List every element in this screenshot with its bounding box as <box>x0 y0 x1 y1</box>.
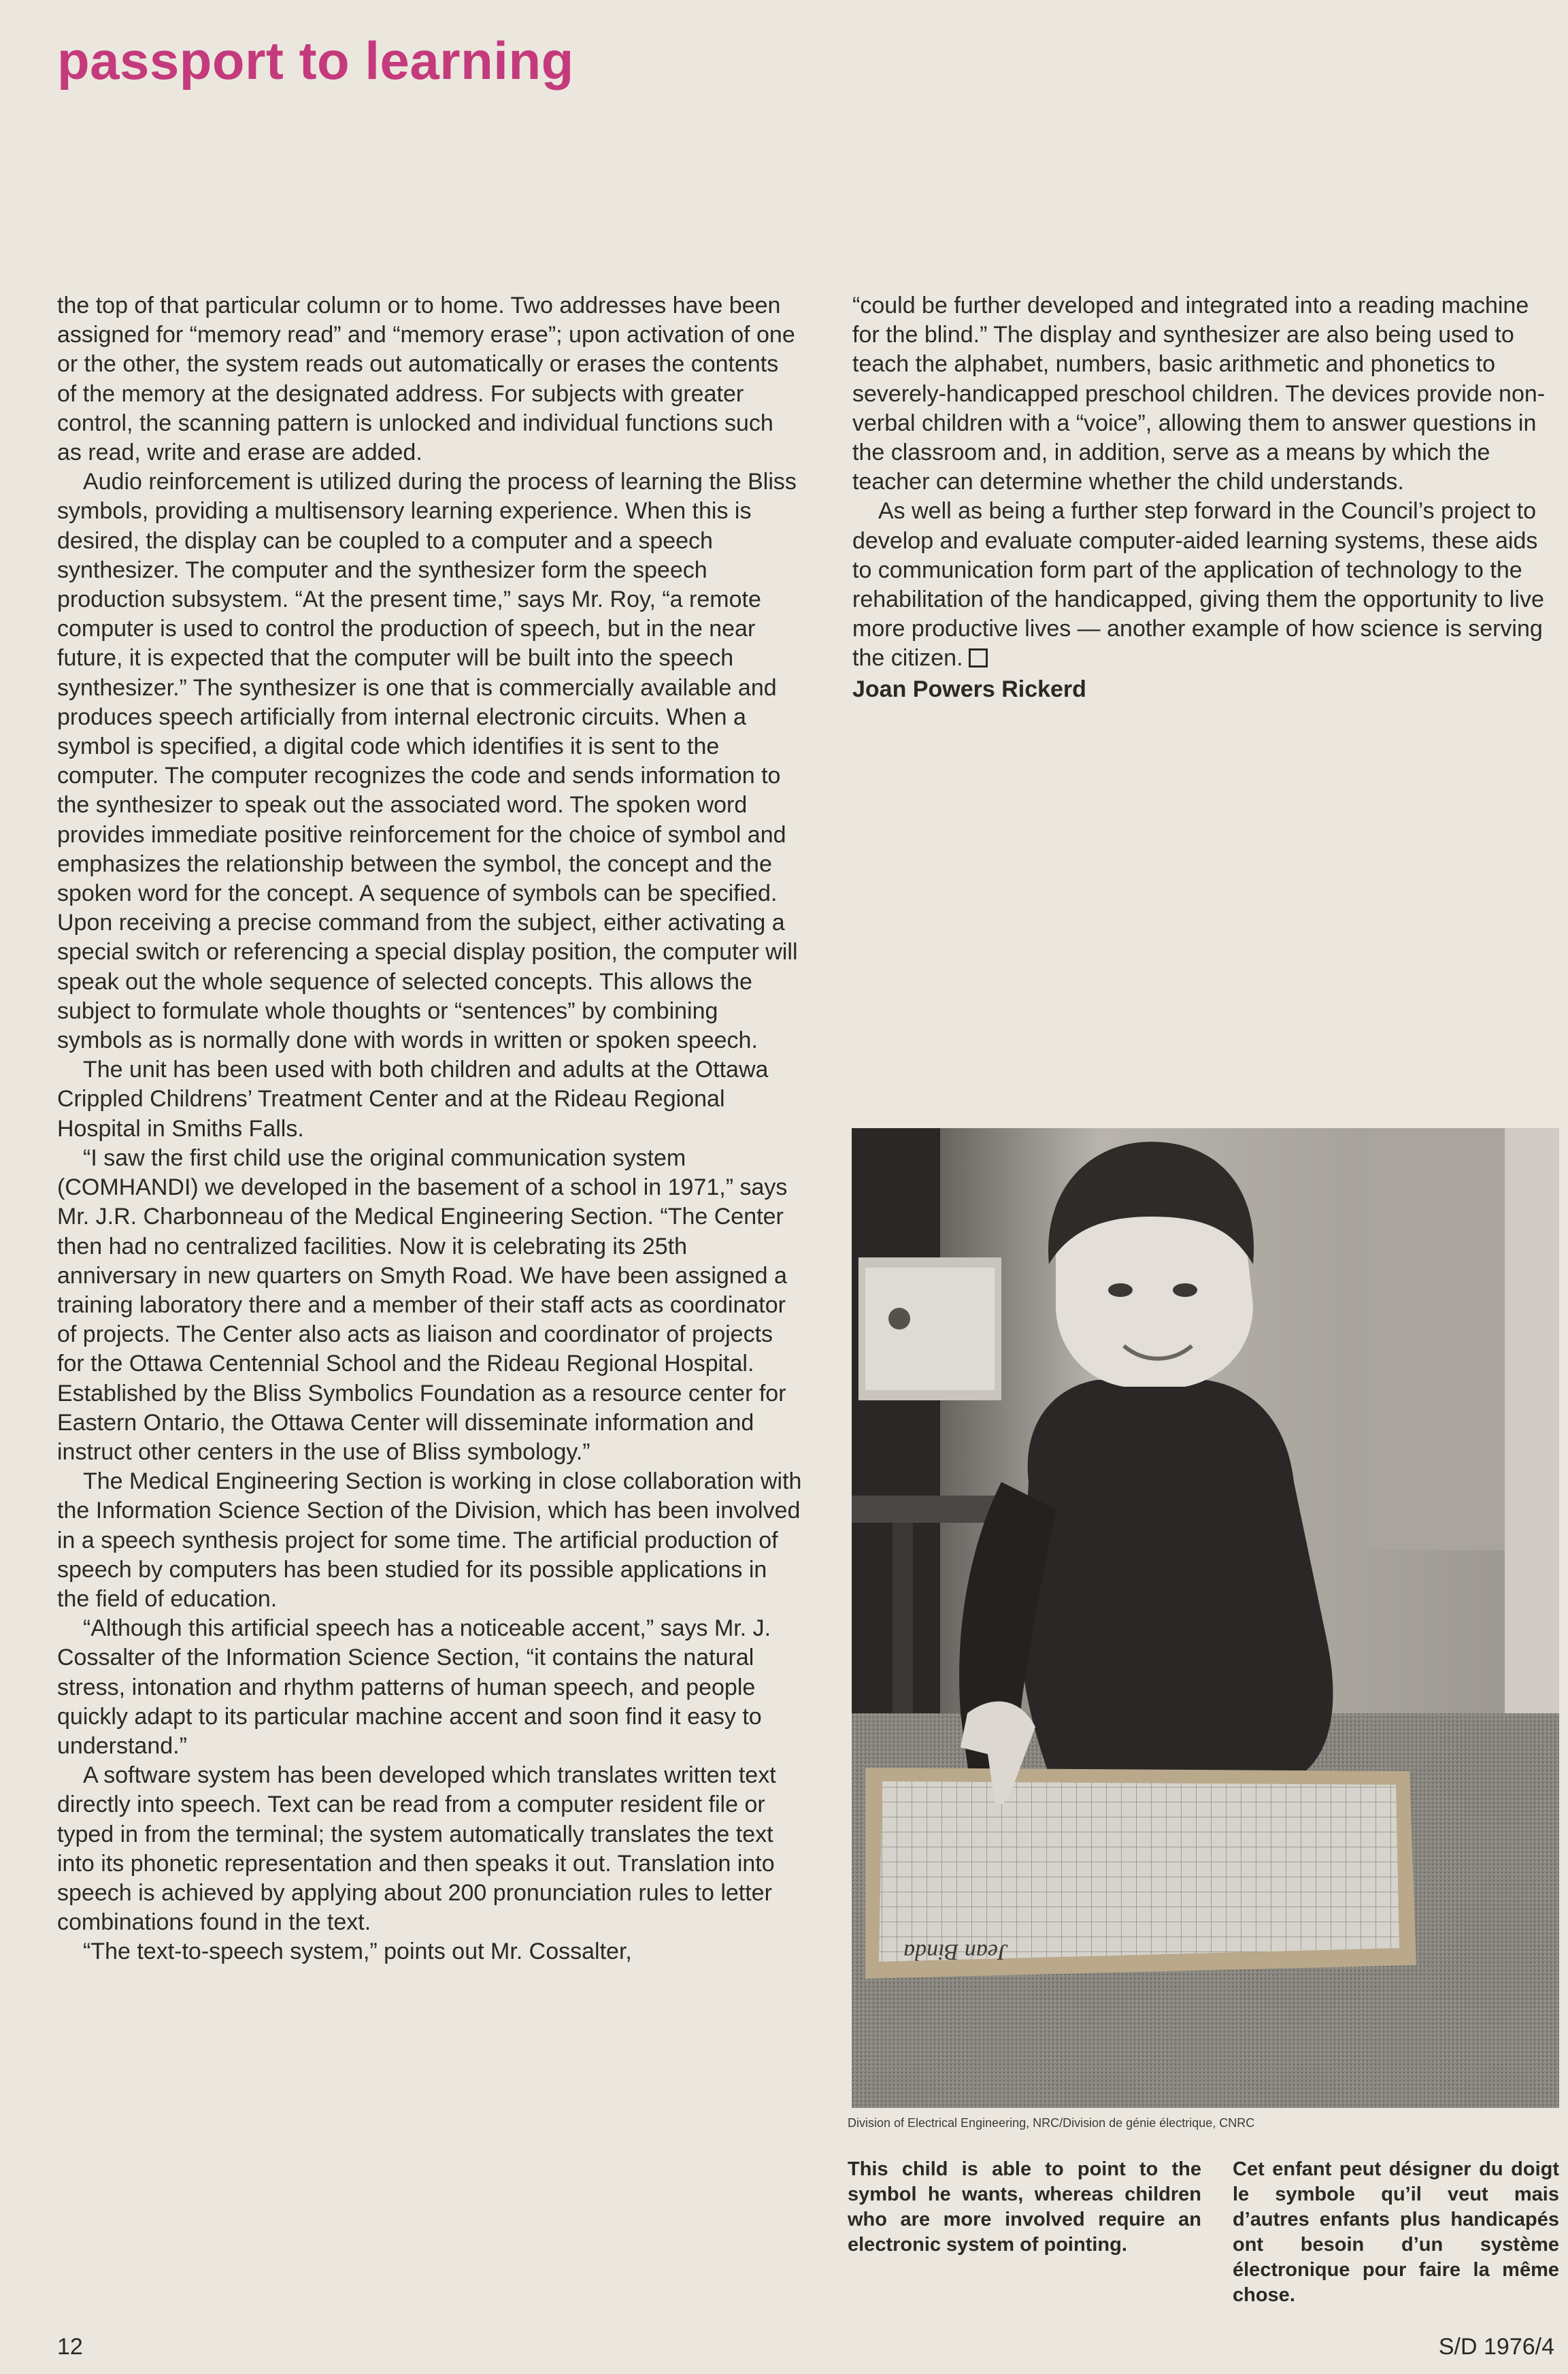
paragraph: The Medical Engineering Section is working in close collaboration with the Information Science Section of the Division, which has been involved in a speech synthesis project for some time. The artificial production of speech by computers has been studied for its possible applications in the field of education. <box>57 1468 802 1612</box>
paragraph: The unit has been used with both children and adults at the Ottawa Crippled Childrens’ Treatment Center and at the Rideau Regional Hospital in Smiths Falls. <box>57 1057 769 1142</box>
author-byline: Joan Powers Rickerd <box>852 676 1086 702</box>
board-name-label <box>903 1939 1008 1964</box>
photo-child-with-symbol-board <box>852 1128 1559 2108</box>
paragraph: Audio reinforcement is utilized during the process of learning the Bliss symbols, providing a multisensory learning experience. When this is desired, the display can be coupled to a computer and a speech synthesizer. The computer and the synthesizer form the speech production subsystem. “At the present time,” says Mr. Roy, “a remote computer is used to control the production of speech, but in the near future, it is expected that the computer will be built into the speech synthesizer.” The synthesizer is one that is commercially available and produces speech artificially from internal electronic circuits. When a symbol is specified, a digital code which identifies it is sent to the computer. The computer recognizes the code and sends information to the synthesizer to speak out the associated word. The spoken word provides immediate positive reinforcement for the choice of symbol and emphasizes the relationship between the symbol, the concept and the spoken word for the concept. A sequence of symbols can be specified. Upon receiving a precise command from the subject, either activating a special switch or referencing a special display position, the computer will speak out the whole sequence of selected concepts. This allows the subject to formulate whole thoughts or “sentences” by combining symbols as is normally done with words in written or spoken speech. <box>57 469 798 1054</box>
right-column <box>852 291 1553 705</box>
paragraph-text: As well as being a further step forward in the Council’s project to develop and evaluate computer-aided learning systems, these aids to communication form part of the application of technology to the rehabilitation of the handicapped, giving them the opportunity to live more productive lives — another example of how science is serving the citizen. <box>852 498 1544 672</box>
issue-label: S/D 1976/4 <box>1438 2334 1554 2360</box>
photo-credit: Division of Electrical Engineering, NRC/Division de génie électrique, CNRC <box>848 2116 1255 2130</box>
paragraph: the top of that particular column or to home. Two addresses have been assigned for “memory read” and “memory erase”; upon activation of one or the other, the system reads out automatically or erases the contents of the memory at the designated address. For subjects with greater control, the scanning pattern is unlocked and individual functions such as read, write and erase are added. <box>57 293 795 466</box>
paragraph: “I saw the first child use the original communication system (COMHANDI) we developed in the basement of a school in 1971,” says Mr. J.R. Charbonneau of the Medical Engineering Section. “The Center then had no centralized facilities. Now it is celebrating its 25th anniversary in new quarters on Smyth Road. We have been assigned a training laboratory there and a member of their staff acts as coordinator of projects. The Center also acts as liaison and coordinator of projects for the Ottawa Centennial School and the Rideau Regional Hospital. Established by the Bliss Symbolics Foundation as a resource center for Eastern Ontario, the Ottawa Center will disseminate information and instruct other centers in the use of Bliss symbology.” <box>57 1144 788 1465</box>
paragraph: “Although this artificial speech has a noticeable accent,” says Mr. J. Cossalter of the Information Science Section, “it contains the natural stress, intonation and rhythm patterns of human speech, and people quickly adapt to its particular machine accent and soon find it easy to understand.” <box>57 1615 771 1759</box>
paragraph: A software system has been developed which translates written text directly into speech. Text can be read from a computer resident file or typed in from the terminal; the system automatically translates the text into its phonetic representation and then speaks it out. Translation into speech is achieved by applying about 200 pronunciation rules to letter combinations found in the text. <box>57 1762 776 1936</box>
paragraph: “could be further developed and integrated into a reading machine for the blind.” The display and synthesizer are also being used to teach the alphabet, numbers, basic arithmetic and phonetics to severely-handicapped preschool children. The devices provide non-verbal children with a “voice”, allowing them to answer questions in the classroom and, in addition, serve as a means by which the teacher can determine whether the child understands. <box>852 293 1546 495</box>
left-column <box>57 291 804 1967</box>
section-title: passport to learning <box>57 31 574 90</box>
svg-text:Jean Binda: Jean Binda <box>903 1939 1008 1964</box>
caption-english: This child is able to point to the symbol he wants, whereas children who are more involved require an electronic system of pointing. <box>848 2158 1201 2256</box>
page-number: 12 <box>57 2334 83 2360</box>
paragraph-final <box>852 497 1553 673</box>
paragraph: “The text-to-speech system,” points out Mr. Cossalter, <box>83 1939 632 1965</box>
caption-french: Cet enfant peut désigner du doigt le symbole qu’il veut mais d’autres enfants plus handicapés ont besoin d’un système électronique pour faire la même chose. <box>1233 2158 1559 2306</box>
photo-illustration <box>852 1128 1559 2108</box>
end-mark-icon <box>969 648 988 667</box>
